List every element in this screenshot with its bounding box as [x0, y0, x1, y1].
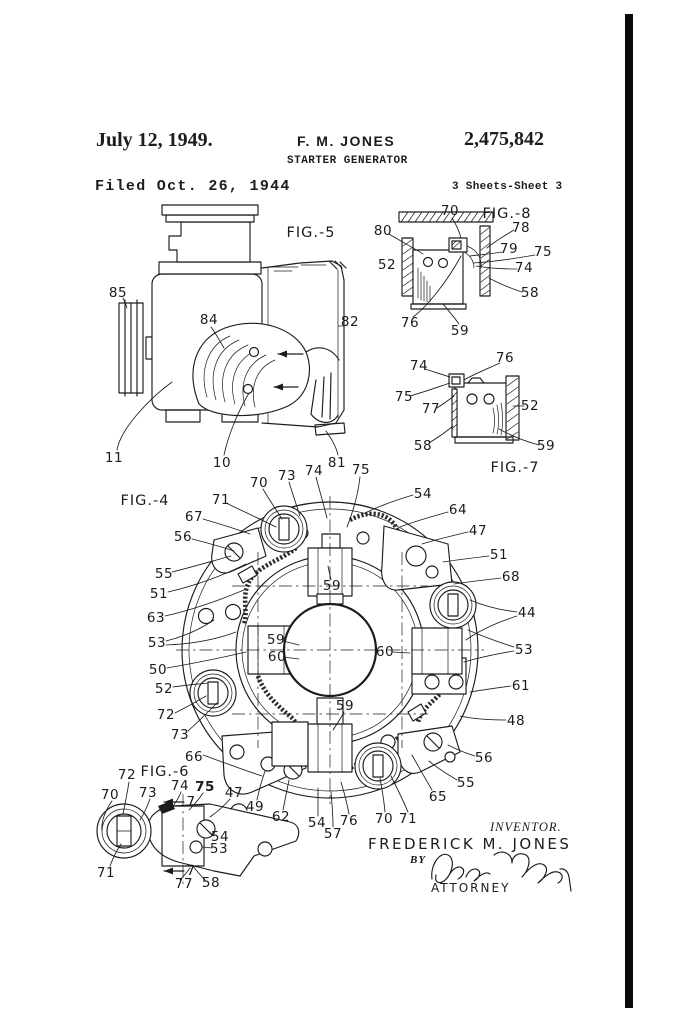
fig4-ref-62: 62 [271, 809, 291, 825]
fig6-ref-75: 75 [195, 779, 215, 795]
fig5-ref-81: 81 [327, 455, 347, 471]
fig5-title: FIG.-5 [286, 225, 336, 241]
fig4-ref-71: 71 [398, 811, 418, 827]
attorney-signature [424, 841, 574, 893]
fig7-ref-52: 52 [520, 398, 540, 414]
fig8-ref-75: 75 [533, 244, 553, 260]
patent-number: 2,475,842 [464, 128, 544, 150]
header-inventor-name: F. M. JONES [297, 133, 396, 149]
fig7-ref-75: 75 [394, 389, 414, 405]
fig6-ref-70: 70 [100, 787, 120, 803]
fig8-ref-80: 80 [373, 223, 393, 239]
fig7-ref-58: 58 [413, 438, 433, 454]
fig4-ref-73: 73 [170, 727, 190, 743]
fig4-ref-56: 56 [474, 750, 494, 766]
fig6-ref-73: 73 [138, 785, 158, 801]
fig4-ref-53: 53 [514, 642, 534, 658]
fig8-ref-79: 79 [499, 241, 519, 257]
fig4-ref-59: 59 [266, 632, 286, 648]
fig4-ref-44: 44 [517, 605, 537, 621]
fig4-ref-56: 56 [173, 529, 193, 545]
fig4-ref-59: 59 [335, 698, 355, 714]
fig6-ref-77: 77 [174, 876, 194, 892]
fig8-ref-70: 70 [440, 203, 460, 219]
fig4-ref-53: 53 [147, 635, 167, 651]
fig5-ref-10: 10 [212, 455, 232, 471]
fig4-ref-47: 47 [468, 523, 488, 539]
fig6-ref-71: 71 [96, 865, 116, 881]
fig4-ref-72: 72 [156, 707, 176, 723]
fig7-ref-74: 74 [409, 358, 429, 374]
fig4-ref-49: 49 [245, 799, 265, 815]
fig4-ref-67: 67 [184, 509, 204, 525]
fig4-ref-74: 74 [304, 463, 324, 479]
inventor-name: FREDERICK M. JONES [368, 835, 572, 853]
fig5-ref-84: 84 [199, 312, 219, 328]
fig4-ref-59: 59 [322, 578, 342, 594]
patent-date: July 12, 1949. [96, 129, 213, 151]
fig4-ref-66: 66 [184, 749, 204, 765]
fig4-ref-55: 55 [456, 775, 476, 791]
fig4-title: FIG.-4 [120, 493, 170, 509]
fig6-ref-47: 47 [224, 785, 244, 801]
fig4-ref-73: 73 [277, 468, 297, 484]
fig5-ref-11: 11 [104, 450, 124, 466]
fig6-ref-7: 7 [186, 863, 196, 879]
fig4-ref-60: 60 [267, 649, 287, 665]
fig8-title: FIG.-8 [482, 206, 532, 222]
fig4-ref-54: 54 [307, 815, 327, 831]
fig4-ref-75: 75 [351, 462, 371, 478]
fig4-ref-64: 64 [448, 502, 468, 518]
fig4-ref-51: 51 [489, 547, 509, 563]
fig7-ref-77: 77 [421, 401, 441, 417]
fig5-ref-85: 85 [108, 285, 128, 301]
fig8-ref-76: 76 [400, 315, 420, 331]
fig8-ref-52: 52 [377, 257, 397, 273]
fig6-ref-72: 72 [117, 767, 137, 783]
sheet-info: 3 Sheets-Sheet 3 [452, 181, 563, 193]
fig4-ref-57: 57 [323, 826, 343, 842]
fig6-title: FIG.-6 [140, 764, 190, 780]
patent-title: STARTER GENERATOR [287, 155, 408, 167]
attorney-label: ATTORNEY [431, 881, 511, 895]
fig7-ref-59: 59 [536, 438, 556, 454]
fig4-ref-70: 70 [249, 475, 269, 491]
fig4-ref-65: 65 [428, 789, 448, 805]
fig8-ref-78: 78 [511, 220, 531, 236]
fig4-ref-54: 54 [413, 486, 433, 502]
by-label: BY [410, 854, 427, 866]
fig6-ref-7: 7 [186, 794, 196, 810]
fig6-ref-58: 58 [201, 875, 221, 891]
fig4-ref-60: 60 [375, 644, 395, 660]
fig4-ref-71: 71 [211, 492, 231, 508]
fig4-ref-55: 55 [154, 566, 174, 582]
fig7-ref-76: 76 [495, 350, 515, 366]
fig4-ref-63: 63 [146, 610, 166, 626]
fig4-ref-76: 76 [339, 813, 359, 829]
fig8-ref-59: 59 [450, 323, 470, 339]
fig4-ref-51: 51 [149, 586, 169, 602]
fig8-ref-74: 74 [514, 260, 534, 276]
filed-date: Filed Oct. 26, 1944 [95, 178, 291, 195]
fig6-ref-53: 53 [209, 841, 229, 857]
fig4-ref-52: 52 [154, 681, 174, 697]
fig4-ref-68: 68 [501, 569, 521, 585]
fig6-ref-74: 74 [170, 778, 190, 794]
fig5-ref-82: 82 [340, 314, 360, 330]
fig8-ref-58: 58 [520, 285, 540, 301]
fig4-ref-61: 61 [511, 678, 531, 694]
fig4-ref-50: 50 [148, 662, 168, 678]
fig7-title: FIG.-7 [490, 460, 540, 476]
fig4-ref-70: 70 [374, 811, 394, 827]
fig4-ref-48: 48 [506, 713, 526, 729]
inventor-caption: INVENTOR. [490, 820, 562, 834]
fig6-ref-54: 54 [210, 829, 230, 845]
